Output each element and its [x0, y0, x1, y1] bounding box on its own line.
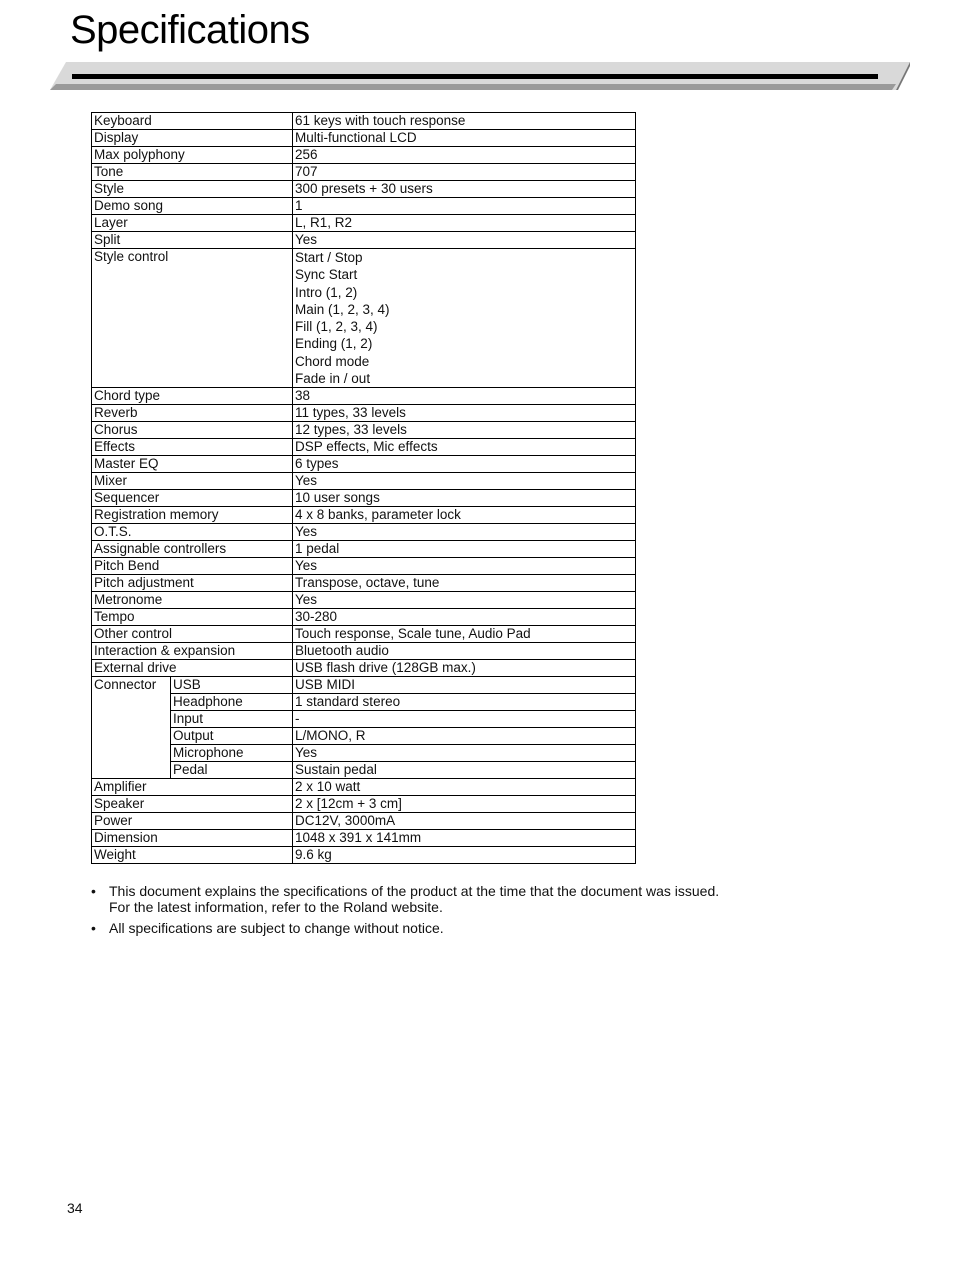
style-control-item: Sync Start — [295, 267, 358, 283]
style-control-item: Main (1, 2, 3, 4) — [295, 301, 390, 317]
table-row — [92, 147, 636, 164]
connector-label: Connector — [92, 677, 171, 779]
spec-value: 11 types, 33 levels — [293, 405, 636, 422]
table-row — [92, 473, 636, 490]
table-row — [92, 439, 636, 456]
spec-label: Display — [92, 130, 293, 147]
bullet-icon: • — [91, 883, 96, 899]
spec-value: Yes — [293, 473, 636, 490]
spec-label: Power — [92, 813, 293, 830]
spec-label: Dimension — [92, 830, 293, 847]
notes-list — [91, 883, 851, 941]
table-row — [92, 198, 636, 215]
spec-value: 9.6 kg — [293, 847, 636, 864]
spec-value: 12 types, 33 levels — [293, 422, 636, 439]
table-row — [92, 422, 636, 439]
style-control-item: Fade in / out — [295, 371, 371, 387]
spec-label: Effects — [92, 439, 293, 456]
spec-value: Yes — [293, 232, 636, 249]
connector-sublabel: USB — [171, 677, 293, 694]
spec-label: Demo song — [92, 198, 293, 215]
spec-label: Reverb — [92, 405, 293, 422]
note-item — [91, 920, 851, 936]
spec-label: Sequencer — [92, 490, 293, 507]
spec-value: DSP effects, Mic effects — [293, 439, 636, 456]
spec-label: Style control — [92, 249, 293, 388]
connector-sublabel: Microphone — [171, 745, 293, 762]
spec-label: Assignable controllers — [92, 541, 293, 558]
connector-sublabel: Pedal — [171, 762, 293, 779]
note-text: This document explains the specifications of the product at the time that the document was issued. — [109, 883, 720, 899]
spec-label: Registration memory — [92, 507, 293, 524]
table-row — [92, 711, 636, 728]
note-item — [91, 883, 851, 915]
spec-value: Yes — [293, 592, 636, 609]
spec-label: Pitch adjustment — [92, 575, 293, 592]
spec-label: Other control — [92, 626, 293, 643]
table-row — [92, 405, 636, 422]
table-row — [92, 215, 636, 232]
spec-value: Transpose, octave, tune — [293, 575, 636, 592]
table-row — [92, 728, 636, 745]
table-row-style-control — [92, 249, 636, 388]
table-row-connector — [92, 677, 636, 694]
specifications-table — [91, 112, 636, 864]
spec-label: Tone — [92, 164, 293, 181]
table-row — [92, 232, 636, 249]
spec-label: Layer — [92, 215, 293, 232]
table-row — [92, 779, 636, 796]
spec-value: 256 — [293, 147, 636, 164]
spec-value: Bluetooth audio — [293, 643, 636, 660]
table-row — [92, 181, 636, 198]
spec-value: Yes — [293, 745, 636, 762]
table-row — [92, 830, 636, 847]
spec-value: Yes — [293, 524, 636, 541]
table-row — [92, 643, 636, 660]
spec-value: 1 pedal — [293, 541, 636, 558]
page-title: Specifications — [70, 8, 310, 52]
table-row — [92, 762, 636, 779]
spec-value: 38 — [293, 388, 636, 405]
connector-sublabel: Input — [171, 711, 293, 728]
spec-label: Chorus — [92, 422, 293, 439]
style-control-item: Fill (1, 2, 3, 4) — [295, 319, 378, 335]
spec-value: - — [293, 711, 636, 728]
table-row — [92, 813, 636, 830]
style-control-item: Intro (1, 2) — [295, 284, 358, 300]
spec-value: 1048 x 391 x 141mm — [293, 830, 636, 847]
table-row — [92, 524, 636, 541]
note-text: All specifications are subject to change without notice. — [109, 920, 444, 936]
spec-label: Interaction & expansion — [92, 643, 293, 660]
spec-value: 2 x [12cm + 3 cm] — [293, 796, 636, 813]
bullet-icon: • — [91, 920, 96, 936]
spec-value: 61 keys with touch response — [293, 113, 636, 130]
table-row — [92, 388, 636, 405]
spec-value: USB MIDI — [293, 677, 636, 694]
spec-label: Style — [92, 181, 293, 198]
spec-label: Weight — [92, 847, 293, 864]
spec-label: O.T.S. — [92, 524, 293, 541]
table-row — [92, 558, 636, 575]
spec-label: Keyboard — [92, 113, 293, 130]
spec-value: 6 types — [293, 456, 636, 473]
spec-value: 4 x 8 banks, parameter lock — [293, 507, 636, 524]
note-text: For the latest information, refer to the Roland website. — [109, 899, 443, 915]
spec-label: Metronome — [92, 592, 293, 609]
table-row — [92, 164, 636, 181]
spec-value: Multi-functional LCD — [293, 130, 636, 147]
table-row — [92, 609, 636, 626]
spec-value: 10 user songs — [293, 490, 636, 507]
spec-value: L, R1, R2 — [293, 215, 636, 232]
spec-value: 2 x 10 watt — [293, 779, 636, 796]
style-control-item: Ending (1, 2) — [295, 336, 373, 352]
spec-label: Tempo — [92, 609, 293, 626]
table-row — [92, 575, 636, 592]
spec-label: Chord type — [92, 388, 293, 405]
table-row — [92, 592, 636, 609]
connector-sublabel: Headphone — [171, 694, 293, 711]
table-row — [92, 660, 636, 677]
table-row — [92, 847, 636, 864]
spec-value: USB flash drive (128GB max.) — [293, 660, 636, 677]
style-control-item: Chord mode — [295, 353, 370, 369]
table-row — [92, 490, 636, 507]
spec-label: Pitch Bend — [92, 558, 293, 575]
spec-label: Mixer — [92, 473, 293, 490]
table-row — [92, 456, 636, 473]
table-row — [92, 541, 636, 558]
style-control-item: Start / Stop — [295, 250, 363, 265]
spec-value: Yes — [293, 558, 636, 575]
spec-value-list — [293, 249, 636, 388]
table-row — [92, 507, 636, 524]
table-row — [92, 626, 636, 643]
table-row — [92, 745, 636, 762]
connector-sublabel: Output — [171, 728, 293, 745]
spec-value: 707 — [293, 164, 636, 181]
spec-label: Speaker — [92, 796, 293, 813]
title-underline-bar — [50, 62, 910, 90]
spec-value: Touch response, Scale tune, Audio Pad — [293, 626, 636, 643]
page-number: 34 — [67, 1200, 83, 1216]
spec-value: 1 — [293, 198, 636, 215]
spec-label: Max polyphony — [92, 147, 293, 164]
spec-value: 30-280 — [293, 609, 636, 626]
spec-label: Amplifier — [92, 779, 293, 796]
table-row — [92, 694, 636, 711]
spec-value: L/MONO, R — [293, 728, 636, 745]
spec-label: Split — [92, 232, 293, 249]
spec-label: Master EQ — [92, 456, 293, 473]
spec-value: Sustain pedal — [293, 762, 636, 779]
spec-value: DC12V, 3000mA — [293, 813, 636, 830]
table-row — [92, 113, 636, 130]
table-row — [92, 130, 636, 147]
table-row — [92, 796, 636, 813]
spec-value: 1 standard stereo — [293, 694, 636, 711]
spec-value: 300 presets + 30 users — [293, 181, 636, 198]
spec-label: External drive — [92, 660, 293, 677]
